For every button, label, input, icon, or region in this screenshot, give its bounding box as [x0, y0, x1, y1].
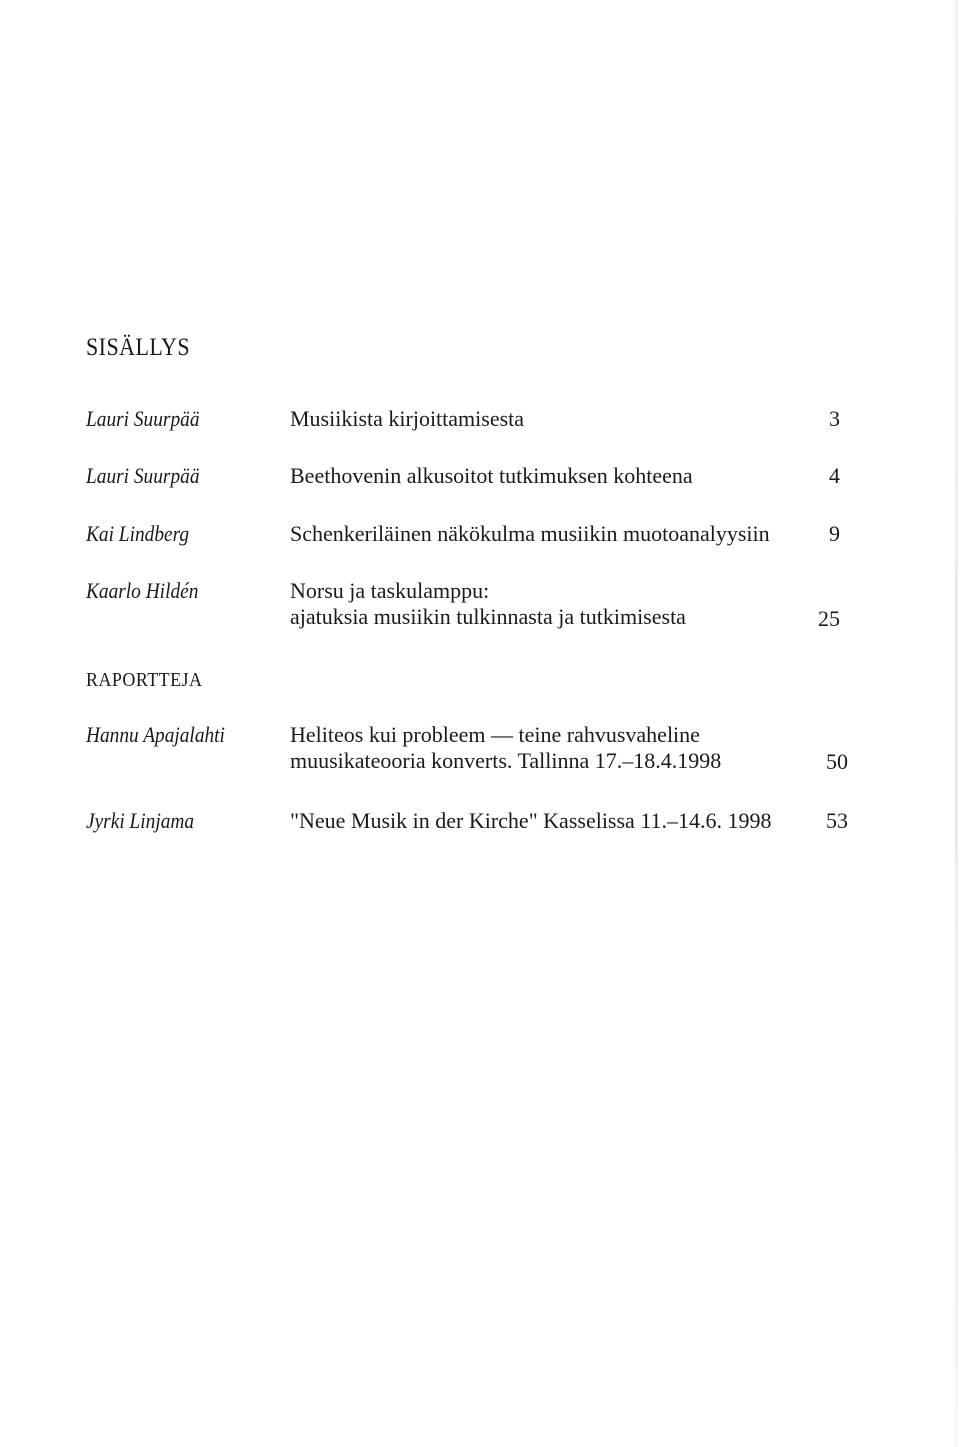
toc-entry-page: 3 [829, 406, 840, 431]
toc-entry-author: Kaarlo Hildén [86, 578, 199, 603]
toc-entry-title [290, 406, 524, 432]
toc-entry-title [290, 521, 770, 547]
toc-entry-title-line: "Neue Musik in der Kirche" Kasselissa 11.–14.6. 1998 [290, 808, 772, 833]
toc-entry-title-line: ajatuksia musiikin tulkinnasta ja tutkimisesta [290, 604, 686, 629]
toc-entry-page: 50 [826, 749, 848, 774]
toc-entry-page: 9 [829, 521, 840, 546]
toc-entry-page: 4 [829, 463, 840, 488]
toc-entry-title-line: muusikateooria konverts. Tallinna 17.–18.4.1998 [290, 748, 722, 773]
toc-entry-title-line: Schenkeriläinen näkökulma musiikin muotoanalyysiin [290, 521, 770, 546]
toc-entry-author: Jyrki Linjama [86, 808, 195, 833]
toc-entry-author: Lauri Suurpää [86, 406, 200, 431]
toc-entry-title-line: Norsu ja taskulamppu: [290, 578, 490, 603]
toc-entry-title [290, 722, 721, 774]
toc-entry-title [290, 808, 772, 834]
section-label: RAPORTTEJA [86, 669, 203, 691]
toc-entry-page: 25 [818, 606, 840, 631]
toc-entry-author: Kai Lindberg [86, 521, 190, 546]
toc-entry-author: Hannu Apajalahti [86, 722, 225, 747]
scan-edge [955, 0, 958, 1447]
toc-entry-author: Lauri Suurpää [86, 463, 200, 488]
toc-entry-title [290, 463, 693, 489]
toc-entry-title-line: Musiikista kirjoittamisesta [290, 406, 525, 431]
toc-heading: SISÄLLYS [86, 334, 191, 361]
toc-entry-title [290, 578, 686, 630]
toc-entry-title-line: Heliteos kui probleem — teine rahvusvaheline [290, 722, 700, 747]
toc-entry-title-line: Beethovenin alkusoitot tutkimuksen kohteena [290, 463, 693, 488]
toc-entry-page: 53 [826, 808, 848, 833]
